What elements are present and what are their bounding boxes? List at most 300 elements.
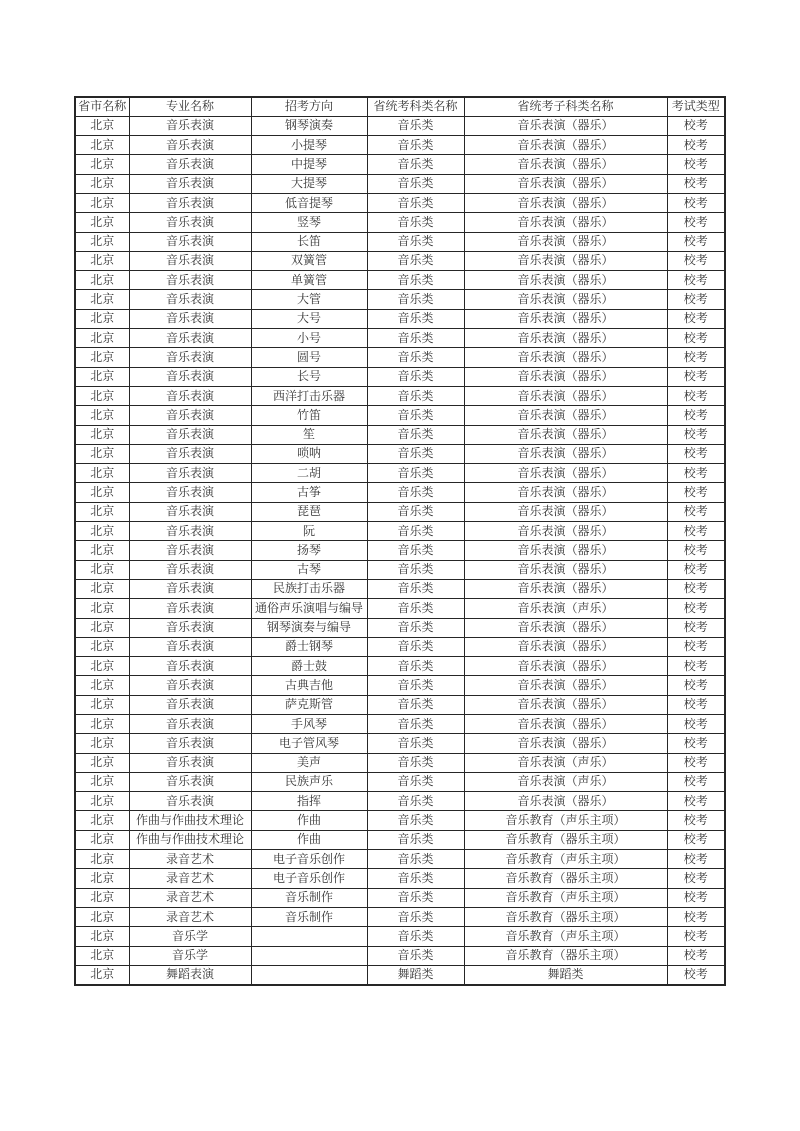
table-cell: 圆号	[251, 348, 367, 367]
table-cell: 校考	[667, 560, 725, 579]
column-header-exam-subcategory: 省统考子科类名称	[464, 97, 667, 116]
table-cell: 音乐表演	[129, 579, 251, 598]
table-cell: 音乐表演（器乐）	[464, 676, 667, 695]
table-cell: 校考	[667, 869, 725, 888]
table-cell: 录音艺术	[129, 869, 251, 888]
admissions-table	[74, 96, 726, 986]
table-row	[75, 560, 725, 579]
table-cell: 音乐表演（器乐）	[464, 579, 667, 598]
table-cell: 古琴	[251, 560, 367, 579]
table-cell: 北京	[75, 232, 129, 251]
table-cell: 音乐表演	[129, 753, 251, 772]
table-row	[75, 927, 725, 946]
table-row	[75, 888, 725, 907]
table-cell: 萨克斯管	[251, 695, 367, 714]
table-cell: 音乐表演（器乐）	[464, 271, 667, 290]
table-cell: 音乐表演	[129, 695, 251, 714]
table-cell: 校考	[667, 232, 725, 251]
table-cell: 音乐类	[367, 850, 464, 869]
table-row	[75, 753, 725, 772]
table-cell: 北京	[75, 348, 129, 367]
table-cell: 校考	[667, 753, 725, 772]
table-cell: 音乐类	[367, 155, 464, 174]
table-cell: 校考	[667, 348, 725, 367]
table-cell: 音乐表演	[129, 174, 251, 193]
table-cell: 北京	[75, 425, 129, 444]
table-cell: 北京	[75, 676, 129, 695]
table-row	[75, 811, 725, 830]
table-row	[75, 290, 725, 309]
table-row	[75, 232, 725, 251]
table-row	[75, 695, 725, 714]
column-header-major: 专业名称	[129, 97, 251, 116]
table-cell: 音乐表演（器乐）	[464, 425, 667, 444]
table-cell: 音乐表演（器乐）	[464, 522, 667, 541]
table-header-row	[75, 97, 725, 116]
table-cell: 音乐表演	[129, 657, 251, 676]
table-cell: 校考	[667, 734, 725, 753]
table-row	[75, 579, 725, 598]
table-row	[75, 348, 725, 367]
table-cell: 音乐类	[367, 174, 464, 193]
table-cell: 美声	[251, 753, 367, 772]
table-row	[75, 946, 725, 965]
table-cell: 钢琴演奏与编导	[251, 618, 367, 637]
table-cell: 音乐类	[367, 772, 464, 791]
table-row	[75, 676, 725, 695]
table-cell: 扬琴	[251, 541, 367, 560]
table-cell: 音乐表演（声乐）	[464, 753, 667, 772]
table-cell: 音乐表演	[129, 522, 251, 541]
table-cell: 音乐表演	[129, 116, 251, 135]
column-header-province: 省市名称	[75, 97, 129, 116]
table-cell: 校考	[667, 309, 725, 328]
table-cell: 音乐类	[367, 734, 464, 753]
table-row	[75, 502, 725, 521]
table-cell: 校考	[667, 811, 725, 830]
table-cell: 音乐表演（器乐）	[464, 792, 667, 811]
table-row	[75, 483, 725, 502]
table-cell	[251, 946, 367, 965]
table-cell: 校考	[667, 830, 725, 849]
table-cell: 音乐类	[367, 695, 464, 714]
table-cell: 校考	[667, 290, 725, 309]
table-cell: 校考	[667, 155, 725, 174]
table-cell: 二胡	[251, 464, 367, 483]
table-cell: 单簧管	[251, 271, 367, 290]
table-row	[75, 965, 725, 984]
table-cell: 音乐表演	[129, 309, 251, 328]
table-cell: 音乐表演	[129, 502, 251, 521]
table-cell: 音乐表演（器乐）	[464, 193, 667, 212]
table-cell: 北京	[75, 888, 129, 907]
table-cell: 音乐表演（器乐）	[464, 329, 667, 348]
table-cell: 音乐类	[367, 348, 464, 367]
table-cell: 大号	[251, 309, 367, 328]
table-cell: 北京	[75, 695, 129, 714]
table-cell: 北京	[75, 753, 129, 772]
table-cell: 校考	[667, 251, 725, 270]
table-row	[75, 251, 725, 270]
table-cell: 古典吉他	[251, 676, 367, 695]
table-cell: 校考	[667, 136, 725, 155]
table-cell: 竖琴	[251, 213, 367, 232]
table-row	[75, 367, 725, 386]
table-cell: 音乐类	[367, 406, 464, 425]
table-cell: 音乐表演（器乐）	[464, 657, 667, 676]
table-cell: 北京	[75, 618, 129, 637]
table-row	[75, 136, 725, 155]
table-cell: 音乐表演	[129, 637, 251, 656]
table-cell: 音乐表演（器乐）	[464, 213, 667, 232]
table-cell: 音乐表演	[129, 232, 251, 251]
table-row	[75, 830, 725, 849]
table-row	[75, 386, 725, 405]
table-cell: 校考	[667, 174, 725, 193]
table-cell: 音乐表演	[129, 251, 251, 270]
table-cell: 北京	[75, 406, 129, 425]
table-cell: 双簧管	[251, 251, 367, 270]
table-cell: 音乐类	[367, 946, 464, 965]
table-cell: 民族打击乐器	[251, 579, 367, 598]
table-cell: 北京	[75, 965, 129, 984]
table-cell: 校考	[667, 213, 725, 232]
table-cell: 舞蹈类	[464, 965, 667, 984]
table-cell: 音乐表演（器乐）	[464, 348, 667, 367]
table-cell: 作曲	[251, 830, 367, 849]
table-cell: 手风琴	[251, 715, 367, 734]
table-cell: 校考	[667, 116, 725, 135]
table-row	[75, 792, 725, 811]
table-cell: 音乐类	[367, 637, 464, 656]
table-cell	[251, 927, 367, 946]
table-cell: 音乐表演	[129, 155, 251, 174]
table-cell: 音乐类	[367, 541, 464, 560]
table-cell: 长笛	[251, 232, 367, 251]
table-cell: 北京	[75, 155, 129, 174]
table-cell: 音乐类	[367, 309, 464, 328]
table-cell: 北京	[75, 811, 129, 830]
table-cell: 音乐教育（声乐主项）	[464, 850, 667, 869]
table-cell: 录音艺术	[129, 888, 251, 907]
table-cell: 北京	[75, 830, 129, 849]
table-cell: 音乐类	[367, 618, 464, 637]
table-cell: 北京	[75, 290, 129, 309]
table-row	[75, 618, 725, 637]
table-row	[75, 213, 725, 232]
table-cell: 北京	[75, 213, 129, 232]
table-cell: 北京	[75, 483, 129, 502]
table-cell: 北京	[75, 637, 129, 656]
table-cell: 校考	[667, 425, 725, 444]
table-cell: 校考	[667, 927, 725, 946]
table-cell: 北京	[75, 599, 129, 618]
table-cell: 北京	[75, 522, 129, 541]
table-cell: 北京	[75, 309, 129, 328]
table-cell: 北京	[75, 657, 129, 676]
table-cell: 校考	[667, 772, 725, 791]
table-cell: 音乐类	[367, 251, 464, 270]
table-cell: 音乐教育（声乐主项）	[464, 927, 667, 946]
table-cell: 北京	[75, 715, 129, 734]
table-cell: 音乐表演	[129, 560, 251, 579]
table-cell: 音乐类	[367, 425, 464, 444]
table-cell: 北京	[75, 734, 129, 753]
table-cell: 音乐教育（器乐主项）	[464, 869, 667, 888]
table-cell: 校考	[667, 676, 725, 695]
table-cell: 校考	[667, 907, 725, 926]
table-cell: 电子音乐创作	[251, 869, 367, 888]
table-cell: 音乐表演	[129, 599, 251, 618]
table-cell: 音乐类	[367, 811, 464, 830]
table-cell: 音乐表演	[129, 425, 251, 444]
table-cell: 音乐表演	[129, 290, 251, 309]
table-cell: 舞蹈类	[367, 965, 464, 984]
table-cell	[251, 965, 367, 984]
table-cell: 校考	[667, 618, 725, 637]
table-cell: 钢琴演奏	[251, 116, 367, 135]
table-cell: 音乐表演（器乐）	[464, 715, 667, 734]
table-cell: 北京	[75, 772, 129, 791]
table-cell: 作曲	[251, 811, 367, 830]
table-cell: 校考	[667, 792, 725, 811]
table-cell: 通俗声乐演唱与编导	[251, 599, 367, 618]
table-cell: 北京	[75, 444, 129, 463]
table-cell: 音乐类	[367, 290, 464, 309]
table-cell: 北京	[75, 116, 129, 135]
table-row	[75, 657, 725, 676]
table-cell: 爵士钢琴	[251, 637, 367, 656]
table-cell: 音乐类	[367, 136, 464, 155]
table-cell: 北京	[75, 367, 129, 386]
table-cell: 音乐类	[367, 907, 464, 926]
table-cell: 音乐类	[367, 657, 464, 676]
table-cell: 阮	[251, 522, 367, 541]
table-cell: 北京	[75, 502, 129, 521]
table-cell: 音乐表演	[129, 213, 251, 232]
table-cell: 校考	[667, 579, 725, 598]
table-row	[75, 116, 725, 135]
table-cell: 音乐类	[367, 329, 464, 348]
table-cell: 北京	[75, 907, 129, 926]
table-cell: 音乐表演	[129, 136, 251, 155]
table-cell: 北京	[75, 541, 129, 560]
table-cell: 校考	[667, 367, 725, 386]
table-body	[75, 116, 725, 984]
table-cell: 北京	[75, 386, 129, 405]
table-cell: 古筝	[251, 483, 367, 502]
table-cell: 音乐表演	[129, 406, 251, 425]
table-cell: 校考	[667, 464, 725, 483]
table-cell: 音乐制作	[251, 907, 367, 926]
table-cell: 音乐类	[367, 676, 464, 695]
table-row	[75, 425, 725, 444]
table-cell: 音乐类	[367, 579, 464, 598]
table-cell: 音乐表演（器乐）	[464, 251, 667, 270]
table-cell: 音乐类	[367, 522, 464, 541]
table-row	[75, 309, 725, 328]
table-cell: 音乐教育（器乐主项）	[464, 830, 667, 849]
table-cell: 音乐表演（器乐）	[464, 637, 667, 656]
table-cell: 音乐表演（器乐）	[464, 174, 667, 193]
table-cell: 北京	[75, 329, 129, 348]
table-cell: 小号	[251, 329, 367, 348]
table-cell: 音乐类	[367, 869, 464, 888]
table-cell: 音乐表演	[129, 618, 251, 637]
table-cell: 音乐表演（器乐）	[464, 309, 667, 328]
table-cell: 音乐表演（器乐）	[464, 290, 667, 309]
table-cell: 音乐表演	[129, 348, 251, 367]
table-cell: 校考	[667, 483, 725, 502]
column-header-exam-type: 考试类型	[667, 97, 725, 116]
table-cell: 音乐类	[367, 753, 464, 772]
table-cell: 北京	[75, 193, 129, 212]
table-row	[75, 599, 725, 618]
table-cell: 北京	[75, 251, 129, 270]
table-cell: 音乐表演（器乐）	[464, 502, 667, 521]
table-cell: 北京	[75, 464, 129, 483]
table-row	[75, 329, 725, 348]
table-cell: 校考	[667, 522, 725, 541]
column-header-direction: 招考方向	[251, 97, 367, 116]
table-cell: 校考	[667, 502, 725, 521]
table-cell: 音乐表演	[129, 541, 251, 560]
table-cell: 音乐表演	[129, 271, 251, 290]
table-cell: 北京	[75, 850, 129, 869]
table-cell: 音乐类	[367, 213, 464, 232]
column-header-exam-category: 省统考科类名称	[367, 97, 464, 116]
table-row	[75, 522, 725, 541]
table-cell: 北京	[75, 136, 129, 155]
table-cell: 音乐学	[129, 927, 251, 946]
table-cell: 北京	[75, 174, 129, 193]
table-cell: 西洋打击乐器	[251, 386, 367, 405]
table-row	[75, 850, 725, 869]
table-cell: 音乐类	[367, 444, 464, 463]
table-cell: 音乐表演（器乐）	[464, 464, 667, 483]
table-cell: 音乐教育（声乐主项）	[464, 888, 667, 907]
table-cell: 校考	[667, 695, 725, 714]
table-row	[75, 193, 725, 212]
table-cell: 校考	[667, 637, 725, 656]
table-cell: 民族声乐	[251, 772, 367, 791]
table-cell: 校考	[667, 888, 725, 907]
table-cell: 作曲与作曲技术理论	[129, 830, 251, 849]
table-cell: 音乐表演（器乐）	[464, 232, 667, 251]
table-cell: 校考	[667, 271, 725, 290]
table-row	[75, 772, 725, 791]
table-row	[75, 734, 725, 753]
table-cell: 电子音乐创作	[251, 850, 367, 869]
table-cell: 唢呐	[251, 444, 367, 463]
table-cell: 音乐类	[367, 232, 464, 251]
table-cell: 北京	[75, 946, 129, 965]
table-cell: 北京	[75, 792, 129, 811]
table-cell: 音乐类	[367, 830, 464, 849]
table-row	[75, 715, 725, 734]
table-cell: 音乐类	[367, 483, 464, 502]
table-cell: 竹笛	[251, 406, 367, 425]
table-cell: 音乐表演（器乐）	[464, 136, 667, 155]
table-row	[75, 541, 725, 560]
table-cell: 音乐表演（器乐）	[464, 560, 667, 579]
table-cell: 小提琴	[251, 136, 367, 155]
table-cell: 音乐类	[367, 599, 464, 618]
table-cell: 音乐表演	[129, 715, 251, 734]
table-cell: 音乐表演（器乐）	[464, 155, 667, 174]
table-cell: 校考	[667, 406, 725, 425]
table-cell: 音乐表演（器乐）	[464, 541, 667, 560]
table-cell: 校考	[667, 444, 725, 463]
table-cell: 音乐表演（器乐）	[464, 386, 667, 405]
table-cell: 音乐表演	[129, 386, 251, 405]
table-cell: 音乐表演	[129, 792, 251, 811]
table-cell: 低音提琴	[251, 193, 367, 212]
table-cell: 音乐表演	[129, 193, 251, 212]
table-row	[75, 271, 725, 290]
table-row	[75, 637, 725, 656]
table-cell: 校考	[667, 386, 725, 405]
table-cell: 音乐表演	[129, 483, 251, 502]
table-cell: 作曲与作曲技术理论	[129, 811, 251, 830]
table-row	[75, 174, 725, 193]
table-cell: 北京	[75, 927, 129, 946]
table-cell: 音乐表演（器乐）	[464, 367, 667, 386]
table-cell: 北京	[75, 579, 129, 598]
table-cell: 音乐学	[129, 946, 251, 965]
table-cell: 音乐表演（器乐）	[464, 483, 667, 502]
table-cell: 音乐表演	[129, 444, 251, 463]
table-cell: 音乐表演（器乐）	[464, 406, 667, 425]
table-cell: 琵琶	[251, 502, 367, 521]
table-cell: 指挥	[251, 792, 367, 811]
table-cell: 中提琴	[251, 155, 367, 174]
table-cell: 音乐类	[367, 792, 464, 811]
table-cell: 音乐类	[367, 367, 464, 386]
table-cell: 音乐表演（器乐）	[464, 618, 667, 637]
table-cell: 舞蹈表演	[129, 965, 251, 984]
table-cell: 音乐表演（器乐）	[464, 444, 667, 463]
table-cell: 音乐教育（声乐主项）	[464, 811, 667, 830]
table-row	[75, 155, 725, 174]
table-cell: 音乐表演	[129, 772, 251, 791]
table-cell: 音乐类	[367, 271, 464, 290]
table-cell: 音乐类	[367, 502, 464, 521]
table-cell: 音乐类	[367, 193, 464, 212]
table-cell: 大提琴	[251, 174, 367, 193]
table-cell: 音乐表演（器乐）	[464, 116, 667, 135]
table-row	[75, 406, 725, 425]
table-cell: 音乐表演（声乐）	[464, 772, 667, 791]
table-cell: 音乐表演	[129, 367, 251, 386]
table-cell: 录音艺术	[129, 850, 251, 869]
table-row	[75, 869, 725, 888]
table-cell: 音乐教育（器乐主项）	[464, 907, 667, 926]
table-cell: 北京	[75, 869, 129, 888]
table-cell: 音乐类	[367, 715, 464, 734]
table-cell: 爵士鼓	[251, 657, 367, 676]
table-cell: 音乐类	[367, 116, 464, 135]
table-cell: 北京	[75, 560, 129, 579]
table-row	[75, 907, 725, 926]
table-cell: 音乐表演（声乐）	[464, 599, 667, 618]
table-cell: 录音艺术	[129, 907, 251, 926]
table-cell: 音乐表演	[129, 329, 251, 348]
table-cell: 音乐表演	[129, 464, 251, 483]
table-cell: 校考	[667, 965, 725, 984]
table-cell: 音乐类	[367, 888, 464, 907]
table-cell: 音乐表演	[129, 734, 251, 753]
